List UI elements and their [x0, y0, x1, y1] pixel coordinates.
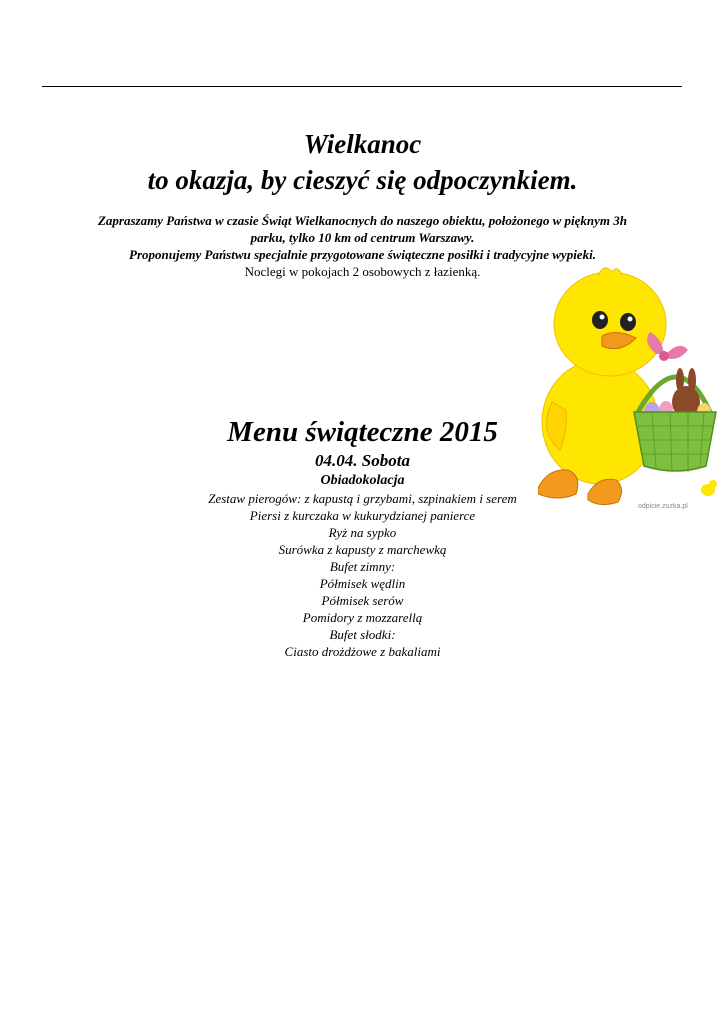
intro-line-1: Zapraszamy Państwa w czasie Świąt Wielkanocnych do naszego obiektu, położonego w pięknym 3h — [97, 213, 628, 228]
menu-item: Piersi z kurczaka w kukurydzianej panierce — [249, 508, 476, 523]
menu-item: Surówka z kapusty z marchewką — [278, 542, 447, 557]
menu-title: Menu świąteczne 2015 — [227, 416, 498, 448]
top-rule — [42, 86, 682, 87]
intro-line-2: parku, tylko 10 km od centrum Warszawy. — [250, 230, 475, 245]
intro-line-3: Proponujemy Państwu specjalnie przygotowane świąteczne posiłki i tradycyjne wypieki. — [129, 247, 596, 262]
menu-item: Ciasto drożdżowe z bakaliami — [284, 644, 441, 659]
menu-item: Półmisek wędlin — [319, 576, 406, 591]
menu-date: 04.04. Sobota — [315, 451, 410, 470]
heading-line-2: to okazja, by cieszyć się odpoczynkiem. — [147, 165, 578, 195]
menu-item: Bufet słodki: — [329, 627, 396, 642]
intro-line-4: Noclegi w pokojach 2 osobowych z łazienką. — [244, 264, 481, 279]
menu-item: Ryż na sypko — [328, 525, 397, 540]
menu-item: Bufet zimny: — [329, 559, 396, 574]
menu-item: Pomidory z mozzarellą — [302, 610, 423, 625]
menu-item: Półmisek serów — [321, 593, 404, 608]
illustration-watermark: odpicie.zuzka.pl — [638, 503, 688, 510]
menu-item: Zestaw pierogów: z kapustą i grzybami, szpinakiem i serem — [208, 491, 517, 506]
menu-meal-name: Obiadokolacja — [320, 473, 405, 488]
heading-line-1: Wielkanoc — [303, 129, 422, 159]
menu-items-list — [0, 490, 725, 660]
